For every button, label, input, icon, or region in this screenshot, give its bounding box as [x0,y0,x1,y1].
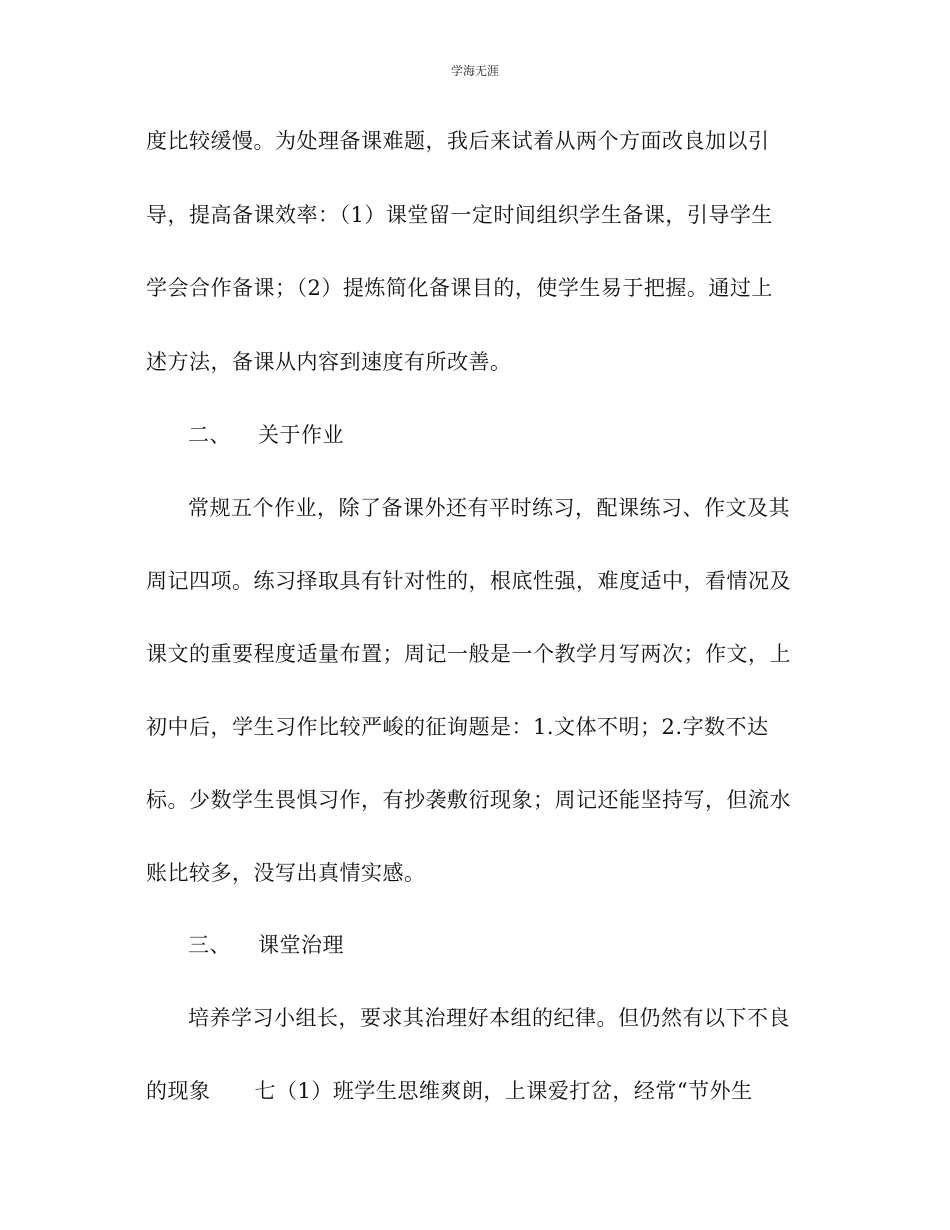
page-header: 学海无涯 [450,64,499,78]
paragraph-line: 导，提高备课效率：（1）课堂留一定时间组织学生备课，引导学生 [146,203,773,227]
paragraph-line: 初中后，学生习作比较严峻的征询题是：1.文体不明；2.字数不达 [146,715,769,739]
paragraph-line: 常规五个作业，除了备课外还有平时练习，配课练习、作文及其 [188,496,790,520]
section-title: 关于作业 [258,423,344,447]
paragraph-line: 学会合作备课；（2）提炼简化备课目的，使学生易于把握。通过上 [146,276,773,300]
paragraph-line: 度比较缓慢。为处理备课难题，我后来试着从两个方面改良加以引 [146,129,770,153]
section-title: 课堂治理 [258,933,344,957]
paragraph-line: 周记四项。练习择取具有针对性的，根底性强，难度适中，看情况及 [146,569,791,593]
paragraph-line: 培养学习小组长，要求其治理好本组的纪律。但仍然有以下不良 [188,1006,790,1030]
paragraph-text: 的现象 [146,1079,211,1103]
paragraph-line: 账比较多，没写出真情实感。 [146,861,426,885]
paragraph-line: 标。少数学生畏惧习作，有抄袭敷衍现象；周记还能坚持写，但流水 [146,788,791,812]
section-number: 二、 [188,423,231,447]
paragraph-line: 述方法，备课从内容到速度有所改善。 [146,350,512,374]
section-number: 三、 [188,933,231,957]
section-heading-3 [188,930,858,960]
paragraph-line: 课文的重要程度适量布置；周记一般是一个教学月写两次；作文，上 [146,642,791,666]
paragraph-line [146,1076,816,1106]
paragraph-text: 七（1）班学生思维爽朗，上课爱打岔，经常“节外生 [254,1079,753,1103]
section-heading-2 [188,420,858,450]
